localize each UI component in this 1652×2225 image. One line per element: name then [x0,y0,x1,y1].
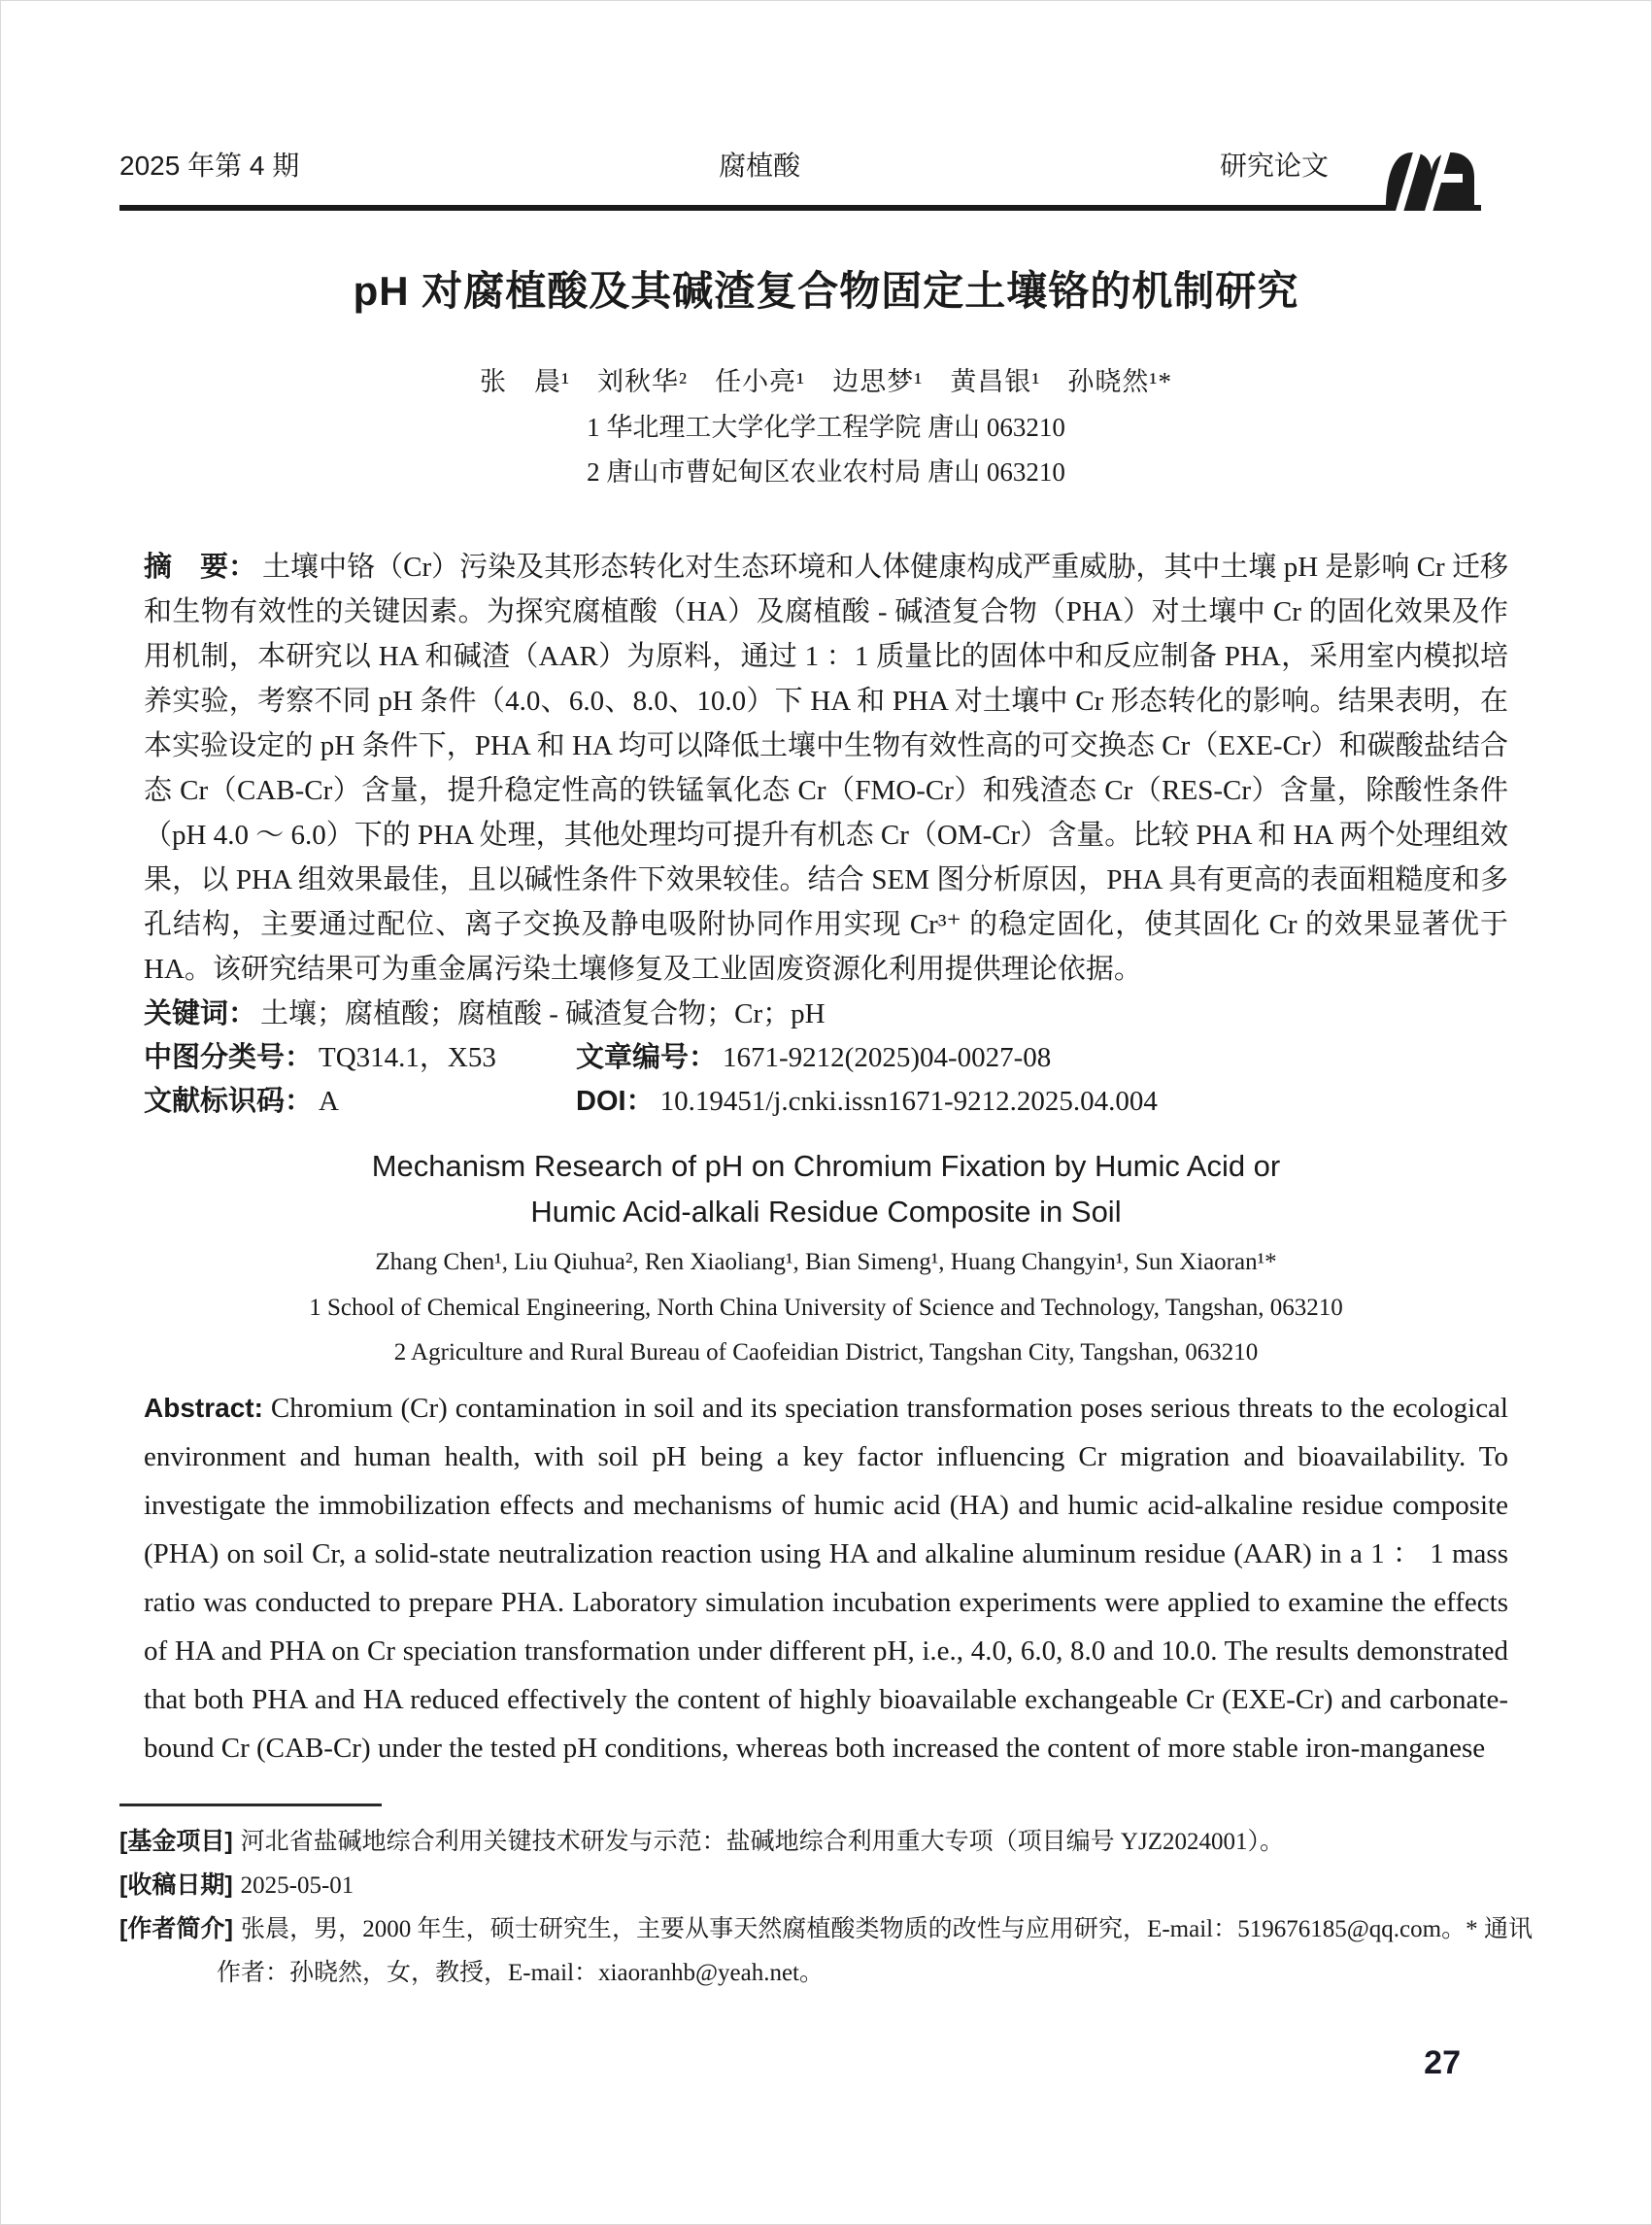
article-id-value: 1671-9212(2025)04-0027-08 [723,1042,1052,1073]
footnote-received-label: [收稿日期] [119,1871,233,1899]
abstract-cn-label: 摘 要： [144,552,257,583]
keywords-cn [144,992,1508,1036]
footnote-separator [119,1804,382,1806]
header-journal-title: 腐植酸 [719,151,801,181]
paper-title-cn: pH 对腐植酸及其碱渣复合物固定土壤铬的机制研究 [353,268,1299,314]
footnote-bio-label: [作者简介] [119,1915,233,1942]
footnote-fund [119,1820,1533,1864]
page-number: 27 [1424,2044,1461,2081]
article-id-field [576,1036,1051,1080]
clc-field [144,1036,576,1080]
article-id-label: 文章编号： [576,1042,718,1073]
doi-label: DOI： [576,1086,655,1117]
abstract-en-label: Abstract: [144,1393,263,1423]
affiliation-cn-2: 2 唐山市曹妃甸区农业农村局 唐山 063210 [587,457,1065,487]
paper-title-en-line-2: Humic Acid-alkali Residue Composite in Soil [530,1195,1122,1229]
doi-value: 10.19451/j.cnki.issn1671-9212.2025.04.004 [659,1086,1158,1117]
affiliation-cn-1: 1 华北理工大学化学工程学院 唐山 063210 [587,413,1065,442]
page-header [119,145,1533,187]
keywords-cn-text: 土壤；腐植酸；腐植酸 - 碱渣复合物；Cr；pH [260,998,826,1029]
authors-en: Zhang Chen¹, Liu Qiuhua², Ren Xiaoliang¹, Bian Simeng¹, Huang Changyin¹, Sun Xiaoran¹* [375,1249,1277,1275]
clc-value: TQ314.1，X53 [319,1042,496,1073]
abstract-en-text: Chromium (Cr) contamination in soil and its speciation transformation poses serious threats to the ecological environment and human health, with soil pH being a key factor influencing Cr migration and bioavailability. To investigate the immobilization effects and mechanisms of humic acid (HA) and humic acid-alkaline residue composite (PHA) on soil Cr, a solid-state neutralization reaction using HA and alkaline aluminum residue (AAR) in a 1 ： 1 mass ratio was conducted to prepare PHA. Laboratory simulation incubation experiments were applied to examine the effects of HA and PHA on Cr speciation transformation under different pH, i.e., 4.0, 6.0, 8.0 and 10.0. The results demonstrated that both PHA and HA reduced effectively the content of highly bioavailable exchangeable Cr (EXE-Cr) and carbonate-bound Cr (CAB-Cr) under the tested pH conditions, whereas both increased the content of more stable iron-manganese [144,1393,1508,1764]
meta-row-2 [144,1080,1508,1124]
abstract-cn [144,545,1508,992]
paper-title-en-line-1: Mechanism Research of pH on Chromium Fixation by Humic Acid or [371,1149,1281,1183]
doi-field [576,1080,1158,1124]
doc-code-label: 文献标识码： [144,1086,314,1117]
footnotes [119,1820,1533,1995]
footnote-author-bio [119,1907,1533,1995]
doc-code-field [144,1080,576,1124]
affiliation-en-1: 1 School of Chemical Engineering, North China University of Science and Technology, Tangshan, 063210 [309,1295,1343,1321]
header-rule [119,205,1481,211]
footnote-received-date [119,1864,1533,1907]
journal-logo-icon [1383,147,1480,211]
abstract-en [144,1384,1508,1772]
affiliation-en-2: 2 Agriculture and Rural Bureau of Caofeidian District, Tangshan City, Tangshan, 063210 [393,1339,1259,1365]
footnote-bio-text: 张晨，男，2000 年生，硕士研究生，主要从事天然腐植酸类物质的改性与应用研究，E-mail：519676185@qq.com。* 通讯作者：孙晓然，女，教授，E-mail：xiaoranhb@yeah.net。 [217,1916,1533,1986]
footnote-received-text: 2025-05-01 [240,1872,354,1899]
clc-label: 中图分类号： [144,1042,314,1073]
footnote-fund-label: [基金项目] [119,1828,233,1855]
authors-cn: 张 晨¹ 刘秋华² 任小亮¹ 边思梦¹ 黄昌银¹ 孙晓然¹* [479,367,1173,396]
header-section-label: 研究论文 [1219,151,1329,181]
doc-code-value: A [319,1086,339,1117]
meta-row-1 [144,1036,1508,1080]
footnote-fund-text: 河北省盐碱地综合利用关键技术研发与示范：盐碱地综合利用重大专项（项目编号 YJZ2024001）。 [240,1829,1284,1855]
abstract-cn-text: 土壤中铬（Cr）污染及其形态转化对生态环境和人体健康构成严重威胁，其中土壤 pH 是影响 Cr 迁移和生物有效性的关键因素。为探究腐植酸（HA）及腐植酸 - 碱渣复合物（PHA）对土壤中 Cr 的固化效果及作用机制，本研究以 HA 和碱渣（AAR）为原料，通过 1 ：1 质量比的固体中和反应制备 PHA，采用室内模拟培养实验，考察不同 pH 条件（4.0、6.0、8.0、10.0）下 HA 和 PHA 对土壤中 Cr 形态转化的影响。结果表明，在本实验设定的 pH 条件下，PHA 和 HA 均可以降低土壤中生物有效性高的可交换态 Cr（EXE-Cr）和碳酸盐结合态 Cr（CAB-Cr）含量，提升稳定性高的铁锰氧化态 Cr（FMO-Cr）和残渣态 Cr（RES-Cr）含量，除酸性条件（pH 4.0 ～ 6.0）下的 PHA 处理，其他处理均可提升有机态 Cr（OM-Cr）含量。比较 PHA 和 HA 两个处理组效果，以 PHA 组效果最佳，且以碱性条件下效果较佳。结合 SEM 图分析原因，PHA 具有更高的表面粗糙度和多孔结构，主要通过配位、离子交换及静电吸附协同作用实现 Cr³⁺ 的稳定固化，使其固化 Cr 的效果显著优于 HA。该研究结果可为重金属污染土壤修复及工业固废资源化利用提供理论依据。 [144,552,1508,985]
keywords-cn-label: 关键词： [144,998,257,1029]
paper-title-en [119,1143,1533,1234]
header-issue: 2025 年第 4 期 [119,151,300,181]
